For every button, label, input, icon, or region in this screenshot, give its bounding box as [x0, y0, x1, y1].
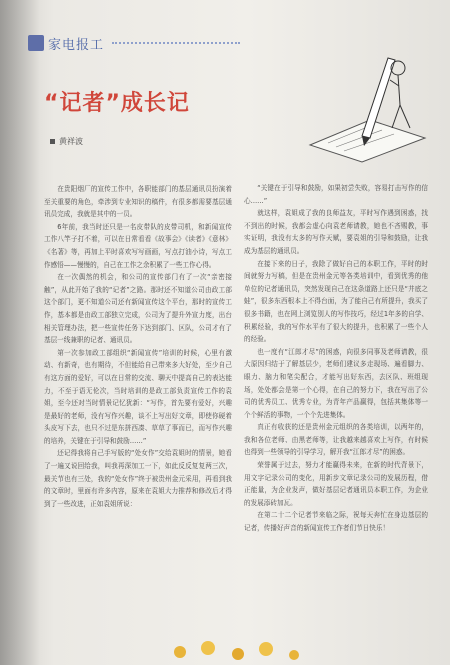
- paragraph: 荣誉属于过去，努力才能赢得未来，在新的时代背景下，用文字记录公司的变化，用新步文章记录公司的发展历程，借正能量，为企业发声，做好基层记者通讯员本职工作，为企业的发展添砖加瓦。: [244, 461, 428, 507]
- paragraph: 在接下来的日子，我除了做好自己的本职工作，平时的时间就努力写稿，但是在贵州金元等各类培训中，看到优秀的他单位的记者通讯员，突然发现自己在这条道路上还只是“井底之蛙”，很多东西根本上不得台面，为了能自己有所提升，我买了很多书籍，也在网上浏览别人的写作技巧，经过1年多的自学、积累经验，我的写作水平有了很大的提升，也积累了一些个人的经验。: [244, 259, 428, 344]
- paragraph: 在贵阳烟厂的宣传工作中，各职能部门的基层通讯员扮演着至关重要的角色，牵涉到专业知识的稿件，有很多都需要基层通讯员完成，我就是其中的一员。: [44, 185, 232, 219]
- author-name: 黄祥波: [59, 137, 83, 146]
- paragraph: 在一次偶然的机会，和公司的宣传部门有了一次“亲密接触”，从此开始了我的“记者”之路。那时还不知道公司由政工部这个部门，更不知道公司还有新闻宣传这个平台，那时的宣传工作，基本都是由政工部独立完成，公司为了提升外宣力度，出台相关管理办法，把一些宣传任务下达到部门、区队，公司才有了基层一线兼职的记者、通讯员。: [44, 273, 232, 345]
- section-header: [0, 32, 240, 54]
- paragraph: 第一次参加政工部组织“新闻宣传”培训的时候，心里有激动、有新奇，也有期待，不但能给自己带来多大好处，至少自己有这方面的爱好，可以在日常的交流、聊天中提高自己的表达能力，不至于语无伦次，当时培训的是政工部负责宣传工作的袁姐，至今还对当时情景记忆犹新：“写作，首先要有爱好，兴趣是最好的老师，没有写作兴趣，谈不上写出好文章，即使你硬着头皮写下去，也只不过是东拼西凑、草草了事而已，而写作兴趣的培养，关键在于引导和鼓励……”: [44, 348, 232, 445]
- section-mark-icon: [28, 35, 44, 51]
- right-column: [244, 182, 428, 535]
- header-divider: [112, 42, 240, 44]
- binding-shadow: [0, 0, 40, 665]
- paragraph: 6年前，我当时还只是一名皮带队的皮带司机，和新闻宣传工作八竿子打不着，可以在日常看看《故事会》《读者》《意林》《名著》等，再加上平时喜欢写写画画，写点打油小诗，写点工作感悟——慢慢的，自己在工作之余积累了一些工作心得。: [44, 222, 232, 269]
- section-label: 家电报工: [48, 37, 105, 53]
- paragraph: 还记得我将自己手写版的“处女作”交给袁姐时的情景，她看了一遍又说回给我，叫我再深加工一下，如此反反复复两三次，最关节也有三处，我的“处女作”终于被贵州金元采用，再看到我的文章时，里面有许多内容，原来在袁姐大力推荐和修改后才得到了一些改进，正如袁姐所说：: [44, 449, 232, 508]
- paragraph: 也一度有“江郎才尽”的困惑，向很多同事及老师请教，很大原因归结于了解基层少，老师们建议多走现场、遍看脚力、眼力、脑力和笔尖配合，才能写出好东西，去区队、班组现场，处处都会是第一个心得，在自己的努力下，我在写出了公司的优秀员工、优秀专业，为青年产品赢得，包括其集体等一个个鲜活的事物，一个个先进集体。: [244, 347, 428, 419]
- byline: [50, 136, 83, 147]
- writing-figure-illustration: [300, 50, 430, 165]
- article-title: “记者”成长记: [44, 91, 190, 116]
- left-column: [44, 183, 232, 510]
- byline-square-icon: [50, 139, 55, 144]
- paragraph: 就这样，袁姐成了我的良师益友，平时写作遇到困惑，找不到出的时候，我都会虚心向袁老师请教，她也不吝赐教，事实证明，我没有太多的写作天赋，要袁姐的引导和鼓励，让我成为基层的通讯员。: [244, 209, 428, 255]
- paragraph: 真正有收获的还是贵州金元组织的各类培训，以两年的，我和各位老师、由黑老师等，让我越来越喜欢上写作，有时候也得到一些领导的引导学习，解开我“江郎才尽”的困惑。: [244, 423, 428, 457]
- paragraph: “关键在于引导和鼓励，如果初尝失败，容易打击写作的信心……”: [244, 184, 428, 205]
- paragraph: 在第二十二个记者节来临之际，祝每天奔忙在身边基层的记者，传播好声音的新闻宣传工作者们节日快乐！: [244, 511, 428, 533]
- flower-decoration: [160, 630, 310, 665]
